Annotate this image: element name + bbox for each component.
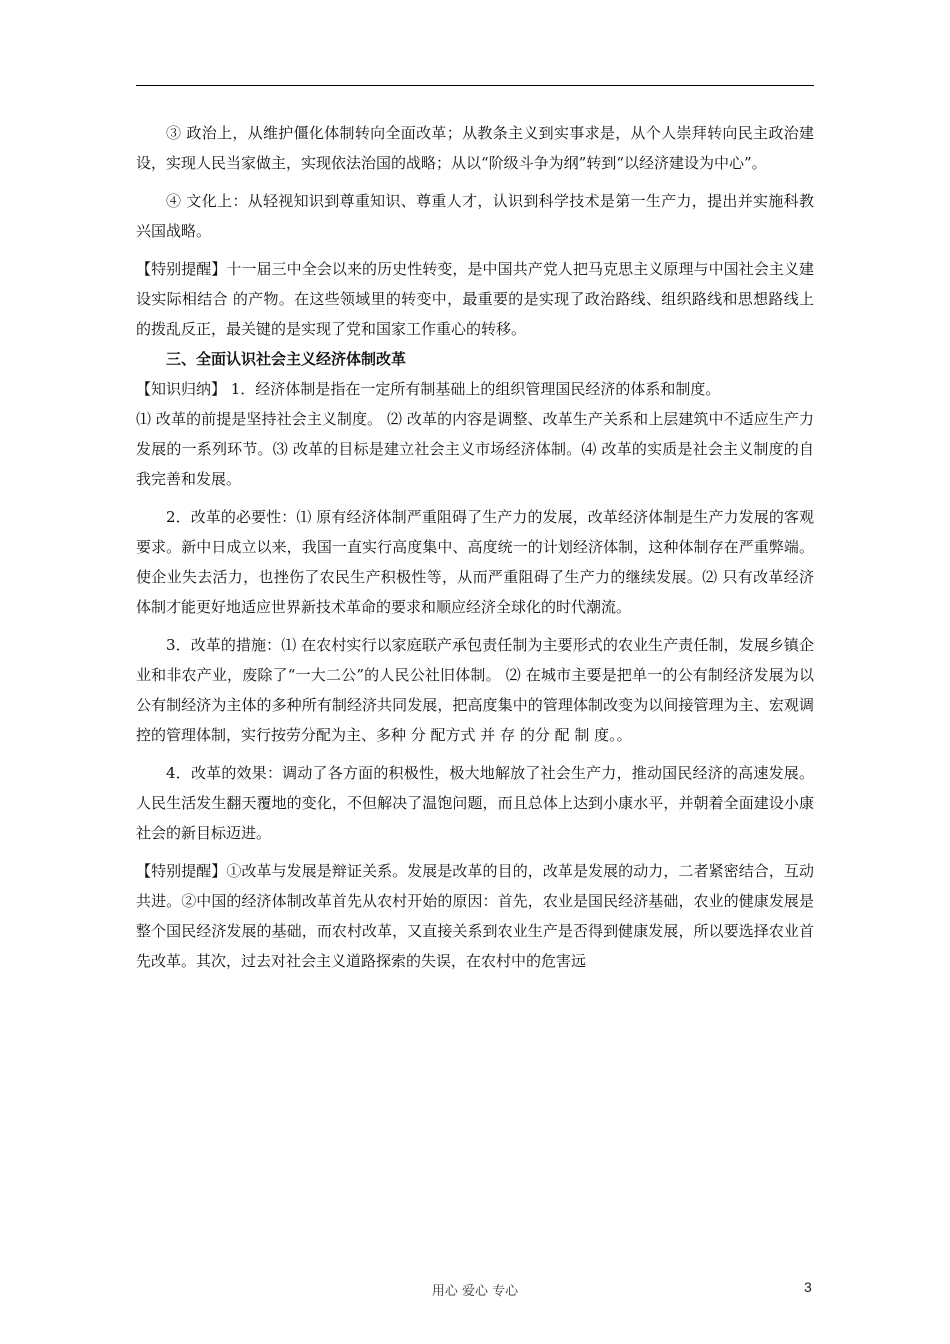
page-number: 3	[804, 1279, 812, 1295]
paragraph-culture: ④ 文化上：从轻视知识到尊重知识、尊重人才，认识到科学技术是第一生产力，提出并实施科教兴国战略。	[136, 192, 814, 240]
knowledge-summary: 【知识归纳】 1．经济体制是指在一定所有制基础上的组织管理国民经济的体系和制度。	[136, 380, 721, 398]
reform-necessity: 2．改革的必要性：⑴ 原有经济体制严重阻碍了生产力的发展，改革经济体制是生产力发展的客观要求。新中日成立以来，我国一直实行高度集中、高度统一的计划经济体制，这种体制存在严重弊端。使企业失去活力，也挫伤了农民生产积极性等，从而严重阻碍了生产力的继续发展。⑵ 只有改革经济体制才能更好地适应世界新技术革命的要求和顺应经济全球化的时代潮流。	[136, 508, 814, 616]
reform-effects: 4．改革的效果：调动了各方面的积极性，极大地解放了社会生产力，推动国民经济的高速发展。人民生活发生翻天覆地的变化，不但解决了温饱问题，而且总体上达到小康水平，并朝着全面建设小康社会的新目标迈进。	[136, 764, 814, 842]
reminder-paragraph-1: 【特别提醒】十一届三中全会以来的历史性转变，是中国共产党人把马克思主义原理与中国社会主义建设实际相结合 的产物。在这些领域里的转变中，最重要的是实现了政治路线、组织路线和思想路线上的拨乱反正，最关键的是实现了党和国家工作重心的转移。	[136, 260, 814, 338]
reminder-paragraph-2: 【特别提醒】①改革与发展是辩证关系。发展是改革的目的，改革是发展的动力，二者紧密结合，互动共进。②中国的经济体制改革首先从农村开始的原因：首先，农业是国民经济基础，农业的健康发展是整个国民经济发展的基础，而农村改革，又直接关系到农业生产是否得到健康发展，所以要选择农业首先改革。其次，过去对社会主义道路探索的失误，在农村中的危害远	[136, 862, 814, 970]
footer-slogan: 用心 爱心 专心	[431, 1284, 519, 1299]
header-rule	[136, 85, 814, 86]
document-body	[136, 118, 814, 976]
paragraph-politics: ③ 政治上，从维护僵化体制转向全面改革；从教条主义到实事求是，从个人崇拜转向民主政治建设，实现人民当家做主，实现依法治国的战略；从以“阶级斗争为纲”转到“以经济建设为中心”。	[136, 124, 814, 172]
reform-measures: 3．改革的措施：⑴ 在农村实行以家庭联产承包责任制为主要形式的农业生产责任制，发展乡镇企业和非农产业，废除了“一大二公”的人民公社旧体制。 ⑵ 在城市主要是把单一的公有制经济发展为以公有制经济为主体的多种所有制经济共同发展，把高度集中的管理体制改变为以间接管理为主、宏观调控的管理体制，实行按劳分配为主、多种 分 配方式 并 存 的分 配 制 度。。	[136, 636, 814, 744]
section-heading: 三、全面认识社会主义经济体制改革	[166, 350, 407, 368]
reform-points: ⑴ 改革的前提是坚持社会主义制度。 ⑵ 改革的内容是调整、改革生产关系和上层建筑中不适应生产力发展的一系列环节。⑶ 改革的目标是建立社会主义市场经济体制。⑷ 改革的实质是社会主义制度的自我完善和发展。	[136, 410, 814, 488]
